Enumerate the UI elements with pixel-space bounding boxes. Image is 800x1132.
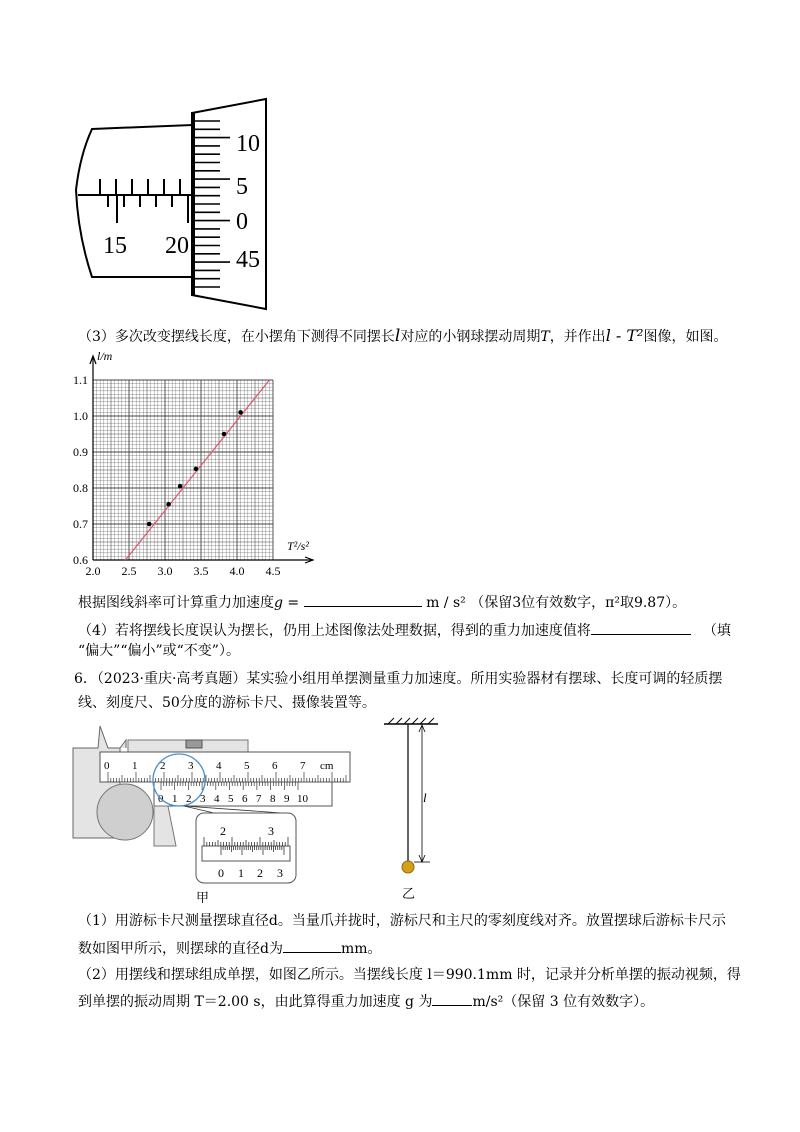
x-tick-label: 2.0 — [85, 564, 101, 578]
vernier-label: 9 — [284, 793, 290, 805]
q6-1-line1 — [78, 912, 726, 930]
main-scale-label: 0 — [104, 760, 110, 772]
q3-text-b: 对应的小钢球摆动周期 — [400, 329, 541, 345]
data-point — [166, 502, 171, 507]
vernier-caliper-figure — [68, 718, 358, 903]
var-T: T — [540, 329, 550, 345]
l-T2-chart — [60, 350, 340, 580]
answer-blank-g2[interactable] — [432, 991, 472, 1006]
vernier-label: 10 — [297, 793, 308, 805]
vernier-label: 7 — [256, 793, 262, 805]
pendulum-ball-in-caliper — [97, 784, 153, 840]
x-axis-label: T²/s² — [287, 539, 309, 553]
pendulum-figure — [378, 716, 448, 901]
q6-2-line1 — [78, 966, 741, 984]
vernier-label: 4 — [214, 793, 220, 805]
var-g: g — [274, 595, 283, 611]
sleeve-label: 15 — [103, 233, 127, 259]
equals-sign: = — [282, 595, 304, 611]
data-point — [147, 522, 152, 527]
y-tick-label: 0.7 — [73, 517, 88, 531]
main-scale-label: 5 — [244, 760, 250, 772]
cm-unit: cm — [320, 760, 334, 772]
micrometer-figure — [70, 95, 280, 315]
length-label-l: l — [423, 790, 427, 805]
vernier-label: 1 — [172, 793, 178, 805]
q6-stem: 6．（2023·重庆·高考真题）某实验小组用单摆测量重力加速度。所用实验器材有摆球、长度可调的轻质摆 — [74, 671, 723, 687]
zoom-vernier-label: 3 — [277, 866, 283, 880]
q6-1-text: （1）用游标卡尺测量摆球直径d。当量爪并拢时，游标尺和主尺的零刻度线对齐。放置摆球后游标卡尺示 — [78, 913, 726, 929]
zoom-main-label: 3 — [268, 824, 274, 838]
q3-note: （保留3位有效数字，π²取9.87）。 — [470, 595, 687, 611]
main-scale-label: 4 — [216, 760, 222, 772]
thimble-label: 10 — [236, 131, 260, 157]
q6-2-text-b: 到单摆的振动周期 T＝2.00 s，由此算得重力加速度 g 为 — [78, 994, 433, 1010]
answer-blank-diameter[interactable] — [283, 938, 341, 953]
y-tick-label: 0.9 — [73, 445, 88, 459]
main-scale-label: 1 — [132, 760, 138, 772]
x-tick-label: 3.5 — [193, 564, 209, 578]
q3-intro — [78, 327, 727, 346]
zoom-main-label: 2 — [220, 824, 226, 838]
unit-ms2: m / s² — [426, 595, 466, 611]
data-point — [194, 467, 199, 472]
thimble-label: 45 — [236, 247, 260, 273]
figure-caption-yi: 乙 — [402, 886, 416, 901]
var-l: l — [394, 326, 401, 346]
y-axis-label: l/m — [97, 350, 113, 363]
vernier-label: 5 — [228, 793, 234, 805]
answer-blank-g[interactable] — [304, 592, 422, 607]
q3-answer-text: 根据图线斜率可计算重力加速度 — [78, 595, 274, 611]
q6-2-unit-note: m/s²（保留 3 位有效数字）。 — [472, 994, 655, 1010]
vernier-label: 6 — [242, 793, 248, 805]
q4-options: “偏大”“偏小”或“不变”）。 — [78, 643, 240, 659]
vernier-label: 3 — [200, 793, 206, 805]
thimble-label: 5 — [236, 174, 248, 200]
q4-line2 — [78, 642, 240, 660]
pendulum-bob — [402, 861, 414, 873]
q3-text-a: （3）多次改变摆线长度，在小摆角下测得不同摆长 — [78, 329, 395, 345]
y-tick-label: 1.1 — [73, 373, 88, 387]
q6-stem-cont: 线、刻度尺、50分度的游标卡尺、摄像装置等。 — [78, 695, 376, 711]
q3-text-c: ，并作出 — [549, 329, 606, 345]
q3-answer — [78, 592, 686, 612]
main-scale-label: 7 — [300, 760, 306, 772]
unit-mm: mm。 — [340, 941, 382, 957]
main-scale-label: 2 — [160, 760, 166, 772]
zoom-vernier-label: 0 — [218, 866, 224, 880]
answer-blank-q4[interactable] — [591, 620, 691, 635]
main-scale-label: 6 — [272, 760, 278, 772]
zoom-vernier-label: 1 — [238, 866, 244, 880]
thimble-label: 0 — [236, 209, 248, 235]
q6-line1 — [74, 670, 722, 688]
data-point — [238, 410, 243, 415]
x-tick-label: 4.5 — [265, 564, 281, 578]
data-point — [178, 484, 183, 489]
q4-fill-hint: （填 — [702, 623, 731, 639]
q3-text-d: 图像，如图。 — [643, 329, 728, 345]
vernier-label: 2 — [186, 793, 192, 805]
figure-caption-jia: 甲 — [196, 890, 210, 903]
main-scale-label: 3 — [188, 760, 194, 772]
x-tick-label: 4.0 — [229, 564, 245, 578]
q6-2-line2 — [78, 991, 654, 1011]
y-tick-label: 0.8 — [73, 481, 88, 495]
x-tick-label: 3.0 — [157, 564, 173, 578]
q6-1-text-b: 数如图甲所示，则摆球的直径d为 — [78, 941, 283, 957]
zoom-vernier-label: 2 — [257, 866, 263, 880]
q6-1-line2 — [78, 938, 382, 958]
q4-text: （4）若将摆线长度误认为摆长，仍用上述图像法处理数据，得到的重力加速度值将 — [78, 623, 591, 639]
q6-2-text: （2）用摆线和摆球组成单摆，如图乙所示。当摆线长度 l＝990.1mm 时，记录并分析单摆的振动视频，得 — [78, 967, 741, 983]
vernier-label: 8 — [270, 793, 276, 805]
y-tick-label: 0.6 — [73, 553, 88, 567]
vernier-label: 0 — [158, 793, 164, 805]
formula-l-T2: l - T² — [605, 326, 644, 345]
x-tick-label: 2.5 — [121, 564, 137, 578]
y-tick-label: 1.0 — [73, 409, 88, 423]
data-point — [222, 432, 227, 437]
sleeve-label: 20 — [165, 233, 189, 259]
q4-line1 — [78, 620, 731, 640]
q6-line2 — [78, 694, 376, 712]
